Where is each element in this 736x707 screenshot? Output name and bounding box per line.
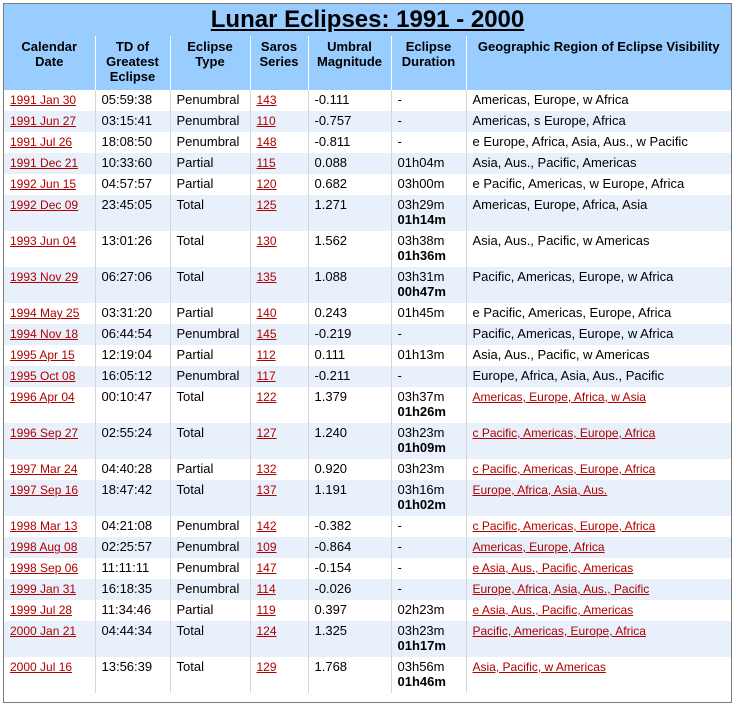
- table-row: [4, 324, 731, 345]
- saros-cell: [250, 174, 308, 195]
- date-link[interactable]: 1996 Sep 27: [10, 426, 79, 440]
- eclipse-type-cell: Penumbral: [170, 366, 250, 387]
- table-row: [4, 345, 731, 366]
- region-cell: [466, 600, 731, 621]
- date-cell: [4, 657, 95, 693]
- saros-link[interactable]: 117: [256, 369, 276, 383]
- table-row: [4, 303, 731, 324]
- region-link[interactable]: e Asia, Aus., Pacific, Americas: [472, 561, 634, 575]
- date-cell: [4, 324, 95, 345]
- td-time-cell: 12:19:04: [95, 345, 170, 366]
- date-link[interactable]: 1998 Sep 06: [10, 561, 79, 575]
- saros-link[interactable]: 137: [256, 483, 277, 497]
- magnitude-cell: 0.111: [308, 345, 391, 366]
- duration-cell: [391, 90, 466, 111]
- magnitude-cell: 1.562: [308, 231, 391, 267]
- duration-total: 01h46m: [397, 674, 446, 689]
- magnitude-cell: 0.243: [308, 303, 391, 324]
- saros-link[interactable]: 120: [256, 177, 277, 191]
- region-cell: [466, 516, 731, 537]
- date-link[interactable]: 2000 Jan 21: [10, 624, 77, 638]
- date-cell: [4, 231, 95, 267]
- duration-cell: [391, 516, 466, 537]
- date-link[interactable]: 1997 Sep 16: [10, 483, 79, 497]
- eclipse-type-cell: Total: [170, 195, 250, 231]
- saros-link[interactable]: 115: [256, 156, 276, 170]
- duration-penumbral: -: [397, 539, 402, 554]
- duration-cell: [391, 303, 466, 324]
- saros-link[interactable]: 129: [256, 660, 277, 674]
- duration-total: 00h47m: [397, 284, 446, 299]
- date-cell: [4, 423, 95, 459]
- saros-cell: [250, 600, 308, 621]
- saros-link[interactable]: 145: [256, 327, 277, 341]
- duration-penumbral: 03h31m: [397, 269, 445, 284]
- duration-penumbral: 03h23m: [397, 623, 445, 638]
- duration-cell: [391, 132, 466, 153]
- duration-total: 01h36m: [397, 248, 446, 263]
- table-row: [4, 267, 731, 303]
- region-link[interactable]: Americas, Europe, Africa, w Asia: [472, 390, 646, 404]
- date-link[interactable]: 1992 Dec 09: [10, 198, 79, 212]
- region-cell: [466, 459, 731, 480]
- eclipse-type-cell: Total: [170, 621, 250, 657]
- td-time-cell: 06:27:06: [95, 267, 170, 303]
- duration-total: 01h17m: [397, 638, 446, 653]
- col-header-saros: Saros Series: [250, 36, 308, 90]
- region-cell: Americas, Europe, Africa, Asia: [466, 195, 731, 231]
- eclipse-type-cell: Total: [170, 387, 250, 423]
- td-time-cell: 13:56:39: [95, 657, 170, 693]
- magnitude-cell: -0.219: [308, 324, 391, 345]
- duration-cell: [391, 153, 466, 174]
- date-link[interactable]: 2000 Jul 16: [10, 660, 73, 674]
- duration-total: 01h09m: [397, 440, 446, 455]
- eclipse-type-cell: Penumbral: [170, 324, 250, 345]
- region-cell: e Europe, Africa, Asia, Aus., w Pacific: [466, 132, 731, 153]
- saros-link[interactable]: 142: [256, 519, 277, 533]
- td-time-cell: 04:44:34: [95, 621, 170, 657]
- duration-penumbral: 02h23m: [397, 602, 445, 617]
- region-cell: [466, 657, 731, 693]
- saros-cell: [250, 111, 308, 132]
- eclipse-type-cell: Partial: [170, 345, 250, 366]
- td-time-cell: 16:05:12: [95, 366, 170, 387]
- page-title-text: Lunar Eclipses: 1991 - 2000: [210, 6, 525, 33]
- region-link[interactable]: Asia, Pacific, w Americas: [472, 660, 606, 674]
- header-row: [4, 36, 731, 90]
- duration-cell: [391, 423, 466, 459]
- duration-penumbral: -: [397, 368, 402, 383]
- table-row: [4, 657, 731, 693]
- td-time-cell: 04:57:57: [95, 174, 170, 195]
- col-header-type: Eclipse Type: [170, 36, 250, 90]
- td-time-cell: 04:40:28: [95, 459, 170, 480]
- duration-cell: [391, 111, 466, 132]
- duration-penumbral: -: [397, 581, 402, 596]
- date-link[interactable]: 1995 Oct 08: [10, 369, 76, 383]
- saros-cell: [250, 153, 308, 174]
- duration-penumbral: 01h04m: [397, 155, 445, 170]
- region-cell: Asia, Aus., Pacific, w Americas: [466, 231, 731, 267]
- eclipse-type-cell: Total: [170, 480, 250, 516]
- date-cell: [4, 132, 95, 153]
- eclipse-type-cell: Penumbral: [170, 516, 250, 537]
- magnitude-cell: 1.240: [308, 423, 391, 459]
- magnitude-cell: -0.382: [308, 516, 391, 537]
- duration-cell: [391, 324, 466, 345]
- table-row: [4, 387, 731, 423]
- magnitude-cell: -0.811: [308, 132, 391, 153]
- saros-link[interactable]: 124: [256, 624, 277, 638]
- saros-link[interactable]: 110: [256, 114, 276, 128]
- td-time-cell: 11:34:46: [95, 600, 170, 621]
- saros-link[interactable]: 109: [256, 540, 277, 554]
- region-link[interactable]: Europe, Africa, Asia, Aus., Pacific: [472, 582, 650, 596]
- magnitude-cell: 0.088: [308, 153, 391, 174]
- date-link[interactable]: 1995 Apr 15: [10, 348, 75, 362]
- date-cell: [4, 558, 95, 579]
- region-link[interactable]: c Pacific, Americas, Europe, Africa: [472, 462, 656, 476]
- duration-cell: [391, 231, 466, 267]
- saros-cell: [250, 558, 308, 579]
- region-link[interactable]: Europe, Africa, Asia, Aus.: [472, 483, 608, 497]
- duration-penumbral: 03h56m: [397, 659, 445, 674]
- magnitude-cell: -0.757: [308, 111, 391, 132]
- region-link[interactable]: c Pacific, Americas, Europe, Africa: [472, 519, 656, 533]
- region-cell: Pacific, Americas, Europe, w Africa: [466, 267, 731, 303]
- saros-link[interactable]: 122: [256, 390, 277, 404]
- region-cell: [466, 621, 731, 657]
- saros-link[interactable]: 125: [256, 198, 277, 212]
- saros-cell: [250, 231, 308, 267]
- duration-total: 01h26m: [397, 404, 446, 419]
- duration-cell: [391, 366, 466, 387]
- saros-link[interactable]: 143: [256, 93, 277, 107]
- region-link[interactable]: Pacific, Americas, Europe, Africa: [472, 624, 646, 638]
- saros-link[interactable]: 140: [256, 306, 277, 320]
- eclipse-type-cell: Penumbral: [170, 579, 250, 600]
- duration-penumbral: -: [397, 518, 402, 533]
- duration-penumbral: 03h37m: [397, 389, 445, 404]
- eclipse-type-cell: Partial: [170, 153, 250, 174]
- td-time-cell: 18:47:42: [95, 480, 170, 516]
- table-row: [4, 111, 731, 132]
- saros-link[interactable]: 132: [256, 462, 277, 476]
- duration-penumbral: -: [397, 560, 402, 575]
- table-row: [4, 537, 731, 558]
- date-link[interactable]: 1991 Jan 30: [10, 93, 77, 107]
- region-cell: Pacific, Americas, Europe, w Africa: [466, 324, 731, 345]
- table-row: [4, 558, 731, 579]
- date-cell: [4, 153, 95, 174]
- region-link[interactable]: e Asia, Aus., Pacific, Americas: [472, 603, 634, 617]
- td-time-cell: 10:33:60: [95, 153, 170, 174]
- saros-link[interactable]: 127: [256, 426, 277, 440]
- eclipse-type-cell: Penumbral: [170, 558, 250, 579]
- magnitude-cell: 0.682: [308, 174, 391, 195]
- eclipse-type-cell: Total: [170, 657, 250, 693]
- eclipse-table-panel: [3, 3, 732, 703]
- date-cell: [4, 174, 95, 195]
- td-time-cell: 03:15:41: [95, 111, 170, 132]
- td-time-cell: 06:44:54: [95, 324, 170, 345]
- saros-cell: [250, 423, 308, 459]
- eclipse-type-cell: Penumbral: [170, 111, 250, 132]
- duration-penumbral: -: [397, 113, 402, 128]
- duration-cell: [391, 480, 466, 516]
- duration-penumbral: 01h13m: [397, 347, 445, 362]
- col-header-region: Geographic Region of Eclipse Visibility: [466, 36, 731, 90]
- eclipse-type-cell: Partial: [170, 174, 250, 195]
- td-time-cell: 03:31:20: [95, 303, 170, 324]
- saros-link[interactable]: 148: [256, 135, 277, 149]
- region-cell: Asia, Aus., Pacific, w Americas: [466, 345, 731, 366]
- date-link[interactable]: 1998 Mar 13: [10, 519, 78, 533]
- date-cell: [4, 111, 95, 132]
- date-cell: [4, 621, 95, 657]
- saros-cell: [250, 480, 308, 516]
- region-cell: [466, 480, 731, 516]
- magnitude-cell: -0.154: [308, 558, 391, 579]
- eclipse-type-cell: Total: [170, 423, 250, 459]
- eclipse-type-cell: Penumbral: [170, 90, 250, 111]
- td-time-cell: 18:08:50: [95, 132, 170, 153]
- table-row: [4, 195, 731, 231]
- col-header-magnitude: Umbral Magnitude: [308, 36, 391, 90]
- date-cell: [4, 537, 95, 558]
- duration-cell: [391, 537, 466, 558]
- td-time-cell: 05:59:38: [95, 90, 170, 111]
- saros-cell: [250, 366, 308, 387]
- magnitude-cell: -0.111: [308, 90, 391, 111]
- region-cell: [466, 537, 731, 558]
- magnitude-cell: -0.211: [308, 366, 391, 387]
- td-time-cell: 04:21:08: [95, 516, 170, 537]
- duration-penumbral: -: [397, 92, 402, 107]
- table-row: [4, 153, 731, 174]
- date-cell: [4, 579, 95, 600]
- eclipse-type-cell: Total: [170, 267, 250, 303]
- saros-cell: [250, 195, 308, 231]
- duration-penumbral: 03h29m: [397, 197, 445, 212]
- date-link[interactable]: 1992 Jun 15: [10, 177, 77, 191]
- magnitude-cell: 1.191: [308, 480, 391, 516]
- region-cell: Americas, s Europe, Africa: [466, 111, 731, 132]
- saros-cell: [250, 132, 308, 153]
- table-row: [4, 174, 731, 195]
- eclipse-type-cell: Penumbral: [170, 132, 250, 153]
- saros-link[interactable]: 114: [256, 582, 276, 596]
- date-cell: [4, 345, 95, 366]
- td-time-cell: 23:45:05: [95, 195, 170, 231]
- duration-cell: [391, 195, 466, 231]
- table-row: [4, 480, 731, 516]
- duration-penumbral: 03h23m: [397, 461, 445, 476]
- saros-cell: [250, 459, 308, 480]
- date-link[interactable]: 1999 Jan 31: [10, 582, 77, 596]
- duration-penumbral: -: [397, 326, 402, 341]
- date-cell: [4, 366, 95, 387]
- saros-cell: [250, 657, 308, 693]
- date-link[interactable]: 1994 May 25: [10, 306, 80, 320]
- eclipse-type-cell: Total: [170, 231, 250, 267]
- date-cell: [4, 387, 95, 423]
- page-title: [4, 4, 731, 36]
- eclipse-type-cell: Penumbral: [170, 537, 250, 558]
- saros-cell: [250, 537, 308, 558]
- date-cell: [4, 303, 95, 324]
- region-link[interactable]: c Pacific, Americas, Europe, Africa: [472, 426, 656, 440]
- region-cell: e Pacific, Americas, w Europe, Africa: [466, 174, 731, 195]
- duration-total: 01h14m: [397, 212, 446, 227]
- td-time-cell: 02:55:24: [95, 423, 170, 459]
- duration-cell: [391, 621, 466, 657]
- magnitude-cell: 1.325: [308, 621, 391, 657]
- table-row: [4, 132, 731, 153]
- saros-cell: [250, 345, 308, 366]
- table-row: [4, 90, 731, 111]
- table-row: [4, 366, 731, 387]
- duration-cell: [391, 657, 466, 693]
- magnitude-cell: 1.768: [308, 657, 391, 693]
- region-cell: Asia, Aus., Pacific, Americas: [466, 153, 731, 174]
- duration-penumbral: 03h00m: [397, 176, 445, 191]
- saros-cell: [250, 579, 308, 600]
- saros-link[interactable]: 130: [256, 234, 277, 248]
- magnitude-cell: -0.026: [308, 579, 391, 600]
- duration-cell: [391, 174, 466, 195]
- duration-cell: [391, 387, 466, 423]
- date-link[interactable]: 1991 Jun 27: [10, 114, 77, 128]
- saros-link[interactable]: 135: [256, 270, 277, 284]
- magnitude-cell: 1.088: [308, 267, 391, 303]
- duration-penumbral: 03h38m: [397, 233, 445, 248]
- eclipse-type-cell: Partial: [170, 600, 250, 621]
- magnitude-cell: 1.271: [308, 195, 391, 231]
- col-header-date: Calendar Date: [4, 36, 95, 90]
- col-header-td: TD of Greatest Eclipse: [95, 36, 170, 90]
- col-header-duration: Eclipse Duration: [391, 36, 466, 90]
- date-link[interactable]: 1991 Dec 21: [10, 156, 79, 170]
- region-cell: Europe, Africa, Asia, Aus., Pacific: [466, 366, 731, 387]
- region-cell: [466, 387, 731, 423]
- saros-cell: [250, 324, 308, 345]
- magnitude-cell: 0.397: [308, 600, 391, 621]
- saros-cell: [250, 267, 308, 303]
- duration-cell: [391, 558, 466, 579]
- date-link[interactable]: 1994 Nov 18: [10, 327, 79, 341]
- date-link[interactable]: 1996 Apr 04: [10, 390, 75, 404]
- region-cell: Americas, Europe, w Africa: [466, 90, 731, 111]
- saros-cell: [250, 303, 308, 324]
- duration-cell: [391, 267, 466, 303]
- date-link[interactable]: 1991 Jul 26: [10, 135, 73, 149]
- region-cell: [466, 579, 731, 600]
- eclipse-type-cell: Partial: [170, 459, 250, 480]
- saros-cell: [250, 90, 308, 111]
- table-row: [4, 600, 731, 621]
- table-row: [4, 621, 731, 657]
- date-link[interactable]: 1997 Mar 24: [10, 462, 78, 476]
- region-cell: [466, 558, 731, 579]
- duration-cell: [391, 459, 466, 480]
- table-row: [4, 579, 731, 600]
- td-time-cell: 16:18:35: [95, 579, 170, 600]
- magnitude-cell: 1.379: [308, 387, 391, 423]
- date-cell: [4, 516, 95, 537]
- eclipse-type-cell: Partial: [170, 303, 250, 324]
- date-cell: [4, 195, 95, 231]
- table-row: [4, 516, 731, 537]
- duration-penumbral: 03h23m: [397, 425, 445, 440]
- date-cell: [4, 267, 95, 303]
- date-cell: [4, 459, 95, 480]
- saros-link[interactable]: 112: [256, 348, 276, 362]
- td-time-cell: 11:11:11: [95, 558, 170, 579]
- region-cell: [466, 423, 731, 459]
- td-time-cell: 13:01:26: [95, 231, 170, 267]
- date-cell: [4, 600, 95, 621]
- date-link[interactable]: 1999 Jul 28: [10, 603, 73, 617]
- duration-penumbral: -: [397, 134, 402, 149]
- date-link[interactable]: 1993 Nov 29: [10, 270, 79, 284]
- saros-cell: [250, 516, 308, 537]
- duration-cell: [391, 600, 466, 621]
- saros-cell: [250, 387, 308, 423]
- duration-total: 01h02m: [397, 497, 446, 512]
- date-cell: [4, 90, 95, 111]
- magnitude-cell: 0.920: [308, 459, 391, 480]
- region-cell: e Pacific, Americas, Europe, Africa: [466, 303, 731, 324]
- duration-cell: [391, 345, 466, 366]
- td-time-cell: 00:10:47: [95, 387, 170, 423]
- table-row: [4, 459, 731, 480]
- saros-link[interactable]: 147: [256, 561, 277, 575]
- magnitude-cell: -0.864: [308, 537, 391, 558]
- saros-link[interactable]: 119: [256, 603, 276, 617]
- duration-cell: [391, 579, 466, 600]
- table-row: [4, 231, 731, 267]
- date-cell: [4, 480, 95, 516]
- table-row: [4, 423, 731, 459]
- duration-penumbral: 01h45m: [397, 305, 445, 320]
- eclipse-table: [4, 36, 731, 693]
- date-link[interactable]: 1998 Aug 08: [10, 540, 78, 554]
- region-link[interactable]: Americas, Europe, Africa: [472, 540, 605, 554]
- duration-penumbral: 03h16m: [397, 482, 445, 497]
- td-time-cell: 02:25:57: [95, 537, 170, 558]
- date-link[interactable]: 1993 Jun 04: [10, 234, 77, 248]
- saros-cell: [250, 621, 308, 657]
